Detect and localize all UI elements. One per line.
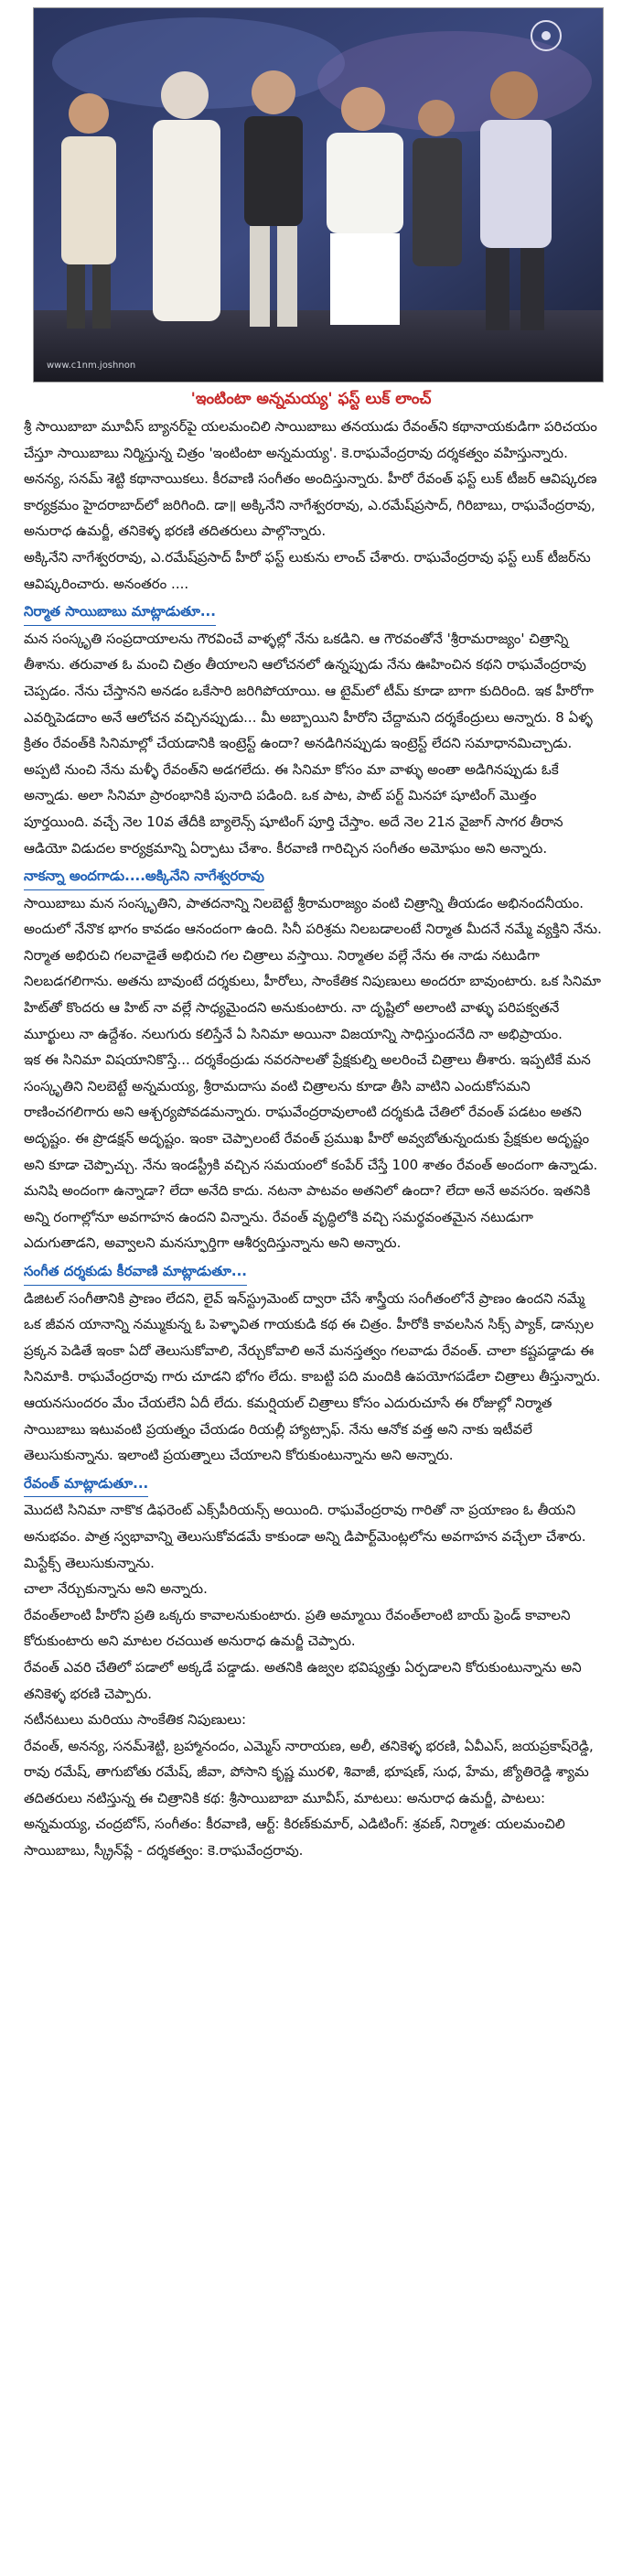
article-body [24,414,602,1864]
paragraph-keeravani: డిజిటల్ సంగీతానికి ప్రాణం లేదని, లైవ్ ఇన్‌స్ట్రుమెంట్ ద్వారా చేసే శాస్త్రీయ సంగీతంలోనే ప్రాణం ఉందని నమ్మే ఒక జీవన యానాన్ని నమ్ముకున్న ఓ పెళ్ళావిత గాయకుడి కథ ఈ చిత్రం. హీరోకి కావలసిన సిక్స్ ప్యాక్, డాన్సుల ప్రక్కన పెడితే ఇంకా ఏదో తెలుసుకోవాలి, నేర్చుకోవాలి అనే మనస్తత్వం గలవాడు రేవంత్. చాలా కష్టపడ్డాడు ఈ సినిమాకి. రాఘవేంద్రరావు గారు చూడని భోగం లేదు. కాబట్టి పది మందికి ఉపయోగపడేలా చిత్రాలు తీస్తున్నారు. ఆయనసుందరం మేం చేయలేని ఏదీ లేదు. కమర్షియల్ చిత్రాలు కోసం ఎదురుచూసే ఈ రోజుల్లో నిర్మాత సాయిబాబు ఇటువంటి ప్రయత్నం చేయడం రియల్లీ హ్యాట్సాఫ్. నేను ఆనోక వత్త అని నాకు ఇటీవలే తెలుసుకున్నాను. ఇలాంటి ప్రయత్నాలు చేయాలని కోరుకుంటున్నాను అని అన్నారు. [24,1289,601,1464]
event-photo [33,7,604,383]
paragraph-cast-heading: నటీనటులు మరియు సాంకేతిక నిపుణులు: [24,1711,247,1729]
paragraph-revanth-1: మొదటి సినిమా నాకొక డిఫరెంట్ ఎక్స్‌పీరియన్స్ అయింది. రాఘవేంద్రరావు గారితో నా ప్రయాణం ఓ తీయని అనుభవం. పాత్ర స్వభావాన్ని తెలుసుకోవడమే కాకుండా అన్ని డిపార్ట్‌మెంట్లలోను అవగాహన వచ్చేలా చేశారు. మిస్టేక్స్ తెలుసుకున్నాను. [24,1502,586,1571]
paragraph-cast-list: రేవంత్, అనన్య, సనమ్‌శెట్టి, బ్రహ్మానందం, ఎమ్మెస్ నారాయణ, అలీ, తనికెళ్ళ భరణి, ఏవీఎస్, జయప్రకాష్‌రెడ్డి, రావు రమేష్, తాగుబోతు రమేష్, జీవా, పోసాని కృష్ణ మురళి, శివాజీ, భూషణ్, సుధ, హేమ, జ్యోతిరెడ్డి శ్యామ తదితరులు నటిస్తున్న ఈ చిత్రానికి కథ: శ్రీసాయిబాబా మూవీస్, మాటలు: అనురాధ ఉమర్జీ, పాటలు: అన్నమయ్య, చంద్రబోస్, సంగీతం: కీరవాణి, ఆర్ట్: కిరణ్‌కుమార్, ఎడిటింగ్: శ్రవణ్, నిర్మాత: యలమంచిలి సాయిబాబు, స్క్రీన్‌ప్లే - దర్శకత్వం: కె.రాఘవేంద్రరావు. [24,1737,594,1859]
paragraph-intro: శ్రీ సాయిబాబా మూవీస్ బ్యానర్‌పై యలమంచిలి సాయిబాబు తనయుడు రేవంత్‌ని కథానాయకుడిగా పరిచయం చేస్తూ సాయిబాబు నిర్మిస్తున్న చిత్రం 'ఇంటింటా అన్నమయ్య'. కె.రాఘవేంద్రరావు దర్శకత్వం వహిస్తున్నారు. అనన్య, సనమ్ శెట్టి కథానాయికలు. కీరవాణి సంగీతం అందిస్తున్నారు. హీరో రేవంత్ ఫస్ట్ లుక్ టీజర్ ఆవిష్కరణ కార్యక్రమం హైదరాబాద్‌లో జరిగింది. డా॥ అక్కినేని నాగేశ్వరరావు, ఎ.రమేష్‌ప్రసాద్, గిరిబాబు, రాఘవేంద్రరావు, అనురాధ ఉమర్జీ, తనికెళ్ళ భరణి తదితరులు పాల్గొన్నారు. [24,418,597,540]
paragraph-producer: మన సంస్కృతి సంప్రదాయాలను గౌరవించే వాళ్ళల్లో నేను ఒకడిని. ఆ గౌరవంతోనే 'శ్రీరామరాజ్యం' చిత్రాన్ని తీశాను. తరువాత ఓ మంచి చిత్రం తీయాలని ఆలోచనలో ఉన్నప్పుడు నేను ఊహించిన కథని రాఘవేంద్రరావు చెప్పడం. నేను చేస్తానని అనడం ఒకేసారి జరిగిపోయాయి. ఆ టైమ్‌లో టీమ్ కూడా బాగా కుదిరింది. ఇక హీరోగా ఎవర్నిపెడదాం అనే ఆలోచన వచ్చినప్పుడు... మీ అబ్బాయిని హీరోని చేద్దామని దర్శకేంద్రులు అన్నారు. 8 ఏళ్ళ క్రితం రేవంత్‌కి సినిమాల్లో చేయడానికి ఇంట్రెస్ట్ ఉందా? అనడిగినప్పుడు ఇంట్రెస్ట్ లేదని సమాధానమిచ్చాడు. అప్పటి నుంచి నేను మళ్ళీ రేవంత్‌ని అడగలేదు. ఈ సినిమా కోసం మా వాళ్ళు అంతా అడిగినప్పుడు ఓకే అన్నాడు. అలా సినిమా ప్రారంభానికి పునాది పడింది. ఒక పాట, పాట్ పర్ట్ మినహా షూటింగ్ మొత్తం పూర్తయింది. వచ్చే నెల 10వ తేదీకి బ్యాలెన్స్ షూటింగ్ పూర్తి చేస్తాం. అదే నెల 21న వైజాగ్ సాగర తీరాన ఆడియో విడుదల కార్యక్రమాన్ని ఏర్పాటు చేశాం. కీరవాణి గారిచ్చిన సంగీతం అమోఘం అని అన్నారు. [24,630,594,857]
subheading-keeravani: సంగీత దర్శకుడు కీరవాణి మాట్లాడుతూ... [24,1258,247,1286]
article-headline: 'ఇంటింటా అన్నమయ్య' ఫస్ట్ లుక్ లాంచ్ [190,390,432,408]
event-photo-illustration [34,8,603,382]
paragraph-anuradha: రేవంత్‌లాంటి హీరోని ప్రతి ఒక్కరు కావాలనుకుంటారు. ప్రతి అమ్మాయి రేవంత్‌లాంటి బాయ్ ఫ్రెండ్ కావాలని కోరుకుంటారు అని మాటల రచయిత అనురాధ ఉమర్జీ చెప్పారు. [24,1606,571,1650]
subheading-revanth: రేవంత్ మాట్లాడుతూ... [24,1471,148,1498]
paragraph-anr-2: ఇక ఈ సినిమా విషయానికొస్తే... దర్శకేంద్రుడు నవరసాలతో ప్రేక్షకుల్ని అలరించే చిత్రాలు తీశారు. ఇప్పటికే మన సంస్కృతిని నిలబెట్టే అన్నమయ్య, శ్రీరామదాసు వంటి చిత్రాలను కూడా తీసి వాటిని ఎందుకోసమని రాణించగలిగారు అని ఆశ్చర్యపోవడమన్నారు. రాఘవేంద్రరావులాంటి దర్శకుడి చేతిలో రేవంత్ పడటం అతని అదృష్టం. ఈ ప్రొడక్షన్ అదృష్టం. ఇంకా చెప్పాలంటే రేవంత్ ప్రముఖ హీరో అవ్వబోతున్నందుకు ప్రేక్షకుల అదృష్టం అని కూడా చెప్పొచ్చు. నేను ఇండస్ట్రీకి వచ్చిన సమయంలో కంపేర్ చేస్తే 100 శాతం రేవంత్ అందంగా ఉన్నాడు. మనిషి అందంగా ఉన్నాడా? లేదా అనేది కాదు. నటనా పాటవం అతనిలో ఉందా? లేదా అనే అవసరం. ఇతనికి అన్ని రంగాల్లోనూ అవగాహన ఉందని విన్నాను. రేవంత్ వృద్ధిలోకి వచ్చి సమర్థవంతమైన నటుడుగా ఎదుగుతాడని, అవ్వాలని మనస్ఫూర్తిగా ఆశీర్వదిస్తున్నాను అని అన్నారు. [24,1051,598,1252]
paragraph-bharani: రేవంత్ ఎవరి చేతిలో పడాలో అక్కడే పడ్డాడు. అతనికి ఉజ్వల భవిష్యత్తు ఏర్పడాలని కోరుకుంటున్నాను అని తనికెళ్ళ భరణి చెప్పారు. [24,1658,582,1702]
paragraph-launch: అక్కినేని నాగేశ్వరరావు, ఎ.రమేష్‌ప్రసాద్ హీరో ఫస్ట్ లుకును లాంచ్ చేశారు. రాఘవేంద్రరావు ఫస్ట్ లుక్ టీజర్‌ను ఆవిష్కరించారు. అనంతరం .... [24,548,591,592]
paragraph-anr-1: సాయిబాబు మన సంస్కృతిని, పాతదనాన్ని నిలబెట్టే శ్రీరామరాజ్యం వంటి చిత్రాన్ని తీయడం అభినందనీయం. అందులో నేనొక భాగం కావడం ఆనందంగా ఉంది. సినీ పరిశ్రమ నిలబడాలంటే నిర్మాత మీదనే నమ్మే వ్యక్తిని నేను. నిర్మాత అభిరుచి గలవాడైతే అభిరుచి గల చిత్రాలు వస్తాయి. నిర్మాతల వల్లే నేను ఈ నాడు నటుడిగా నిలబడగలిగాను. అతను బావుంటే దర్శకులు, హీరోలు, సాంకేతిక నిపుణులు అందరూ బావుంటారు. ఒక సినిమా హిట్‌తో కొందరు ఆ హిట్ నా వల్లే సాధ్యమైందని అనుకుంటారు. నా దృష్టిలో అలాంటి వాళ్ళు పరిపక్వతనే మూర్ఖులు నా ఉద్దేశం. నలుగురు కలిస్తేనే ఏ సినిమా అయినా విజయాన్ని సాధిస్తుందనేది నా అభిప్రాయం. [24,894,602,1042]
paragraph-revanth-2: చాలా నేర్చుకున్నాను అని అన్నారు. [24,1580,208,1598]
subheading-producer: నిర్మాత సాయిబాబు మాట్లాడుతూ... [24,598,216,626]
subheading-anr: నాకన్నా అందగాడు....అక్కినేని నాగేశ్వరరావు [24,863,264,890]
photo-watermark: www.c1nm.joshnon [47,361,136,371]
